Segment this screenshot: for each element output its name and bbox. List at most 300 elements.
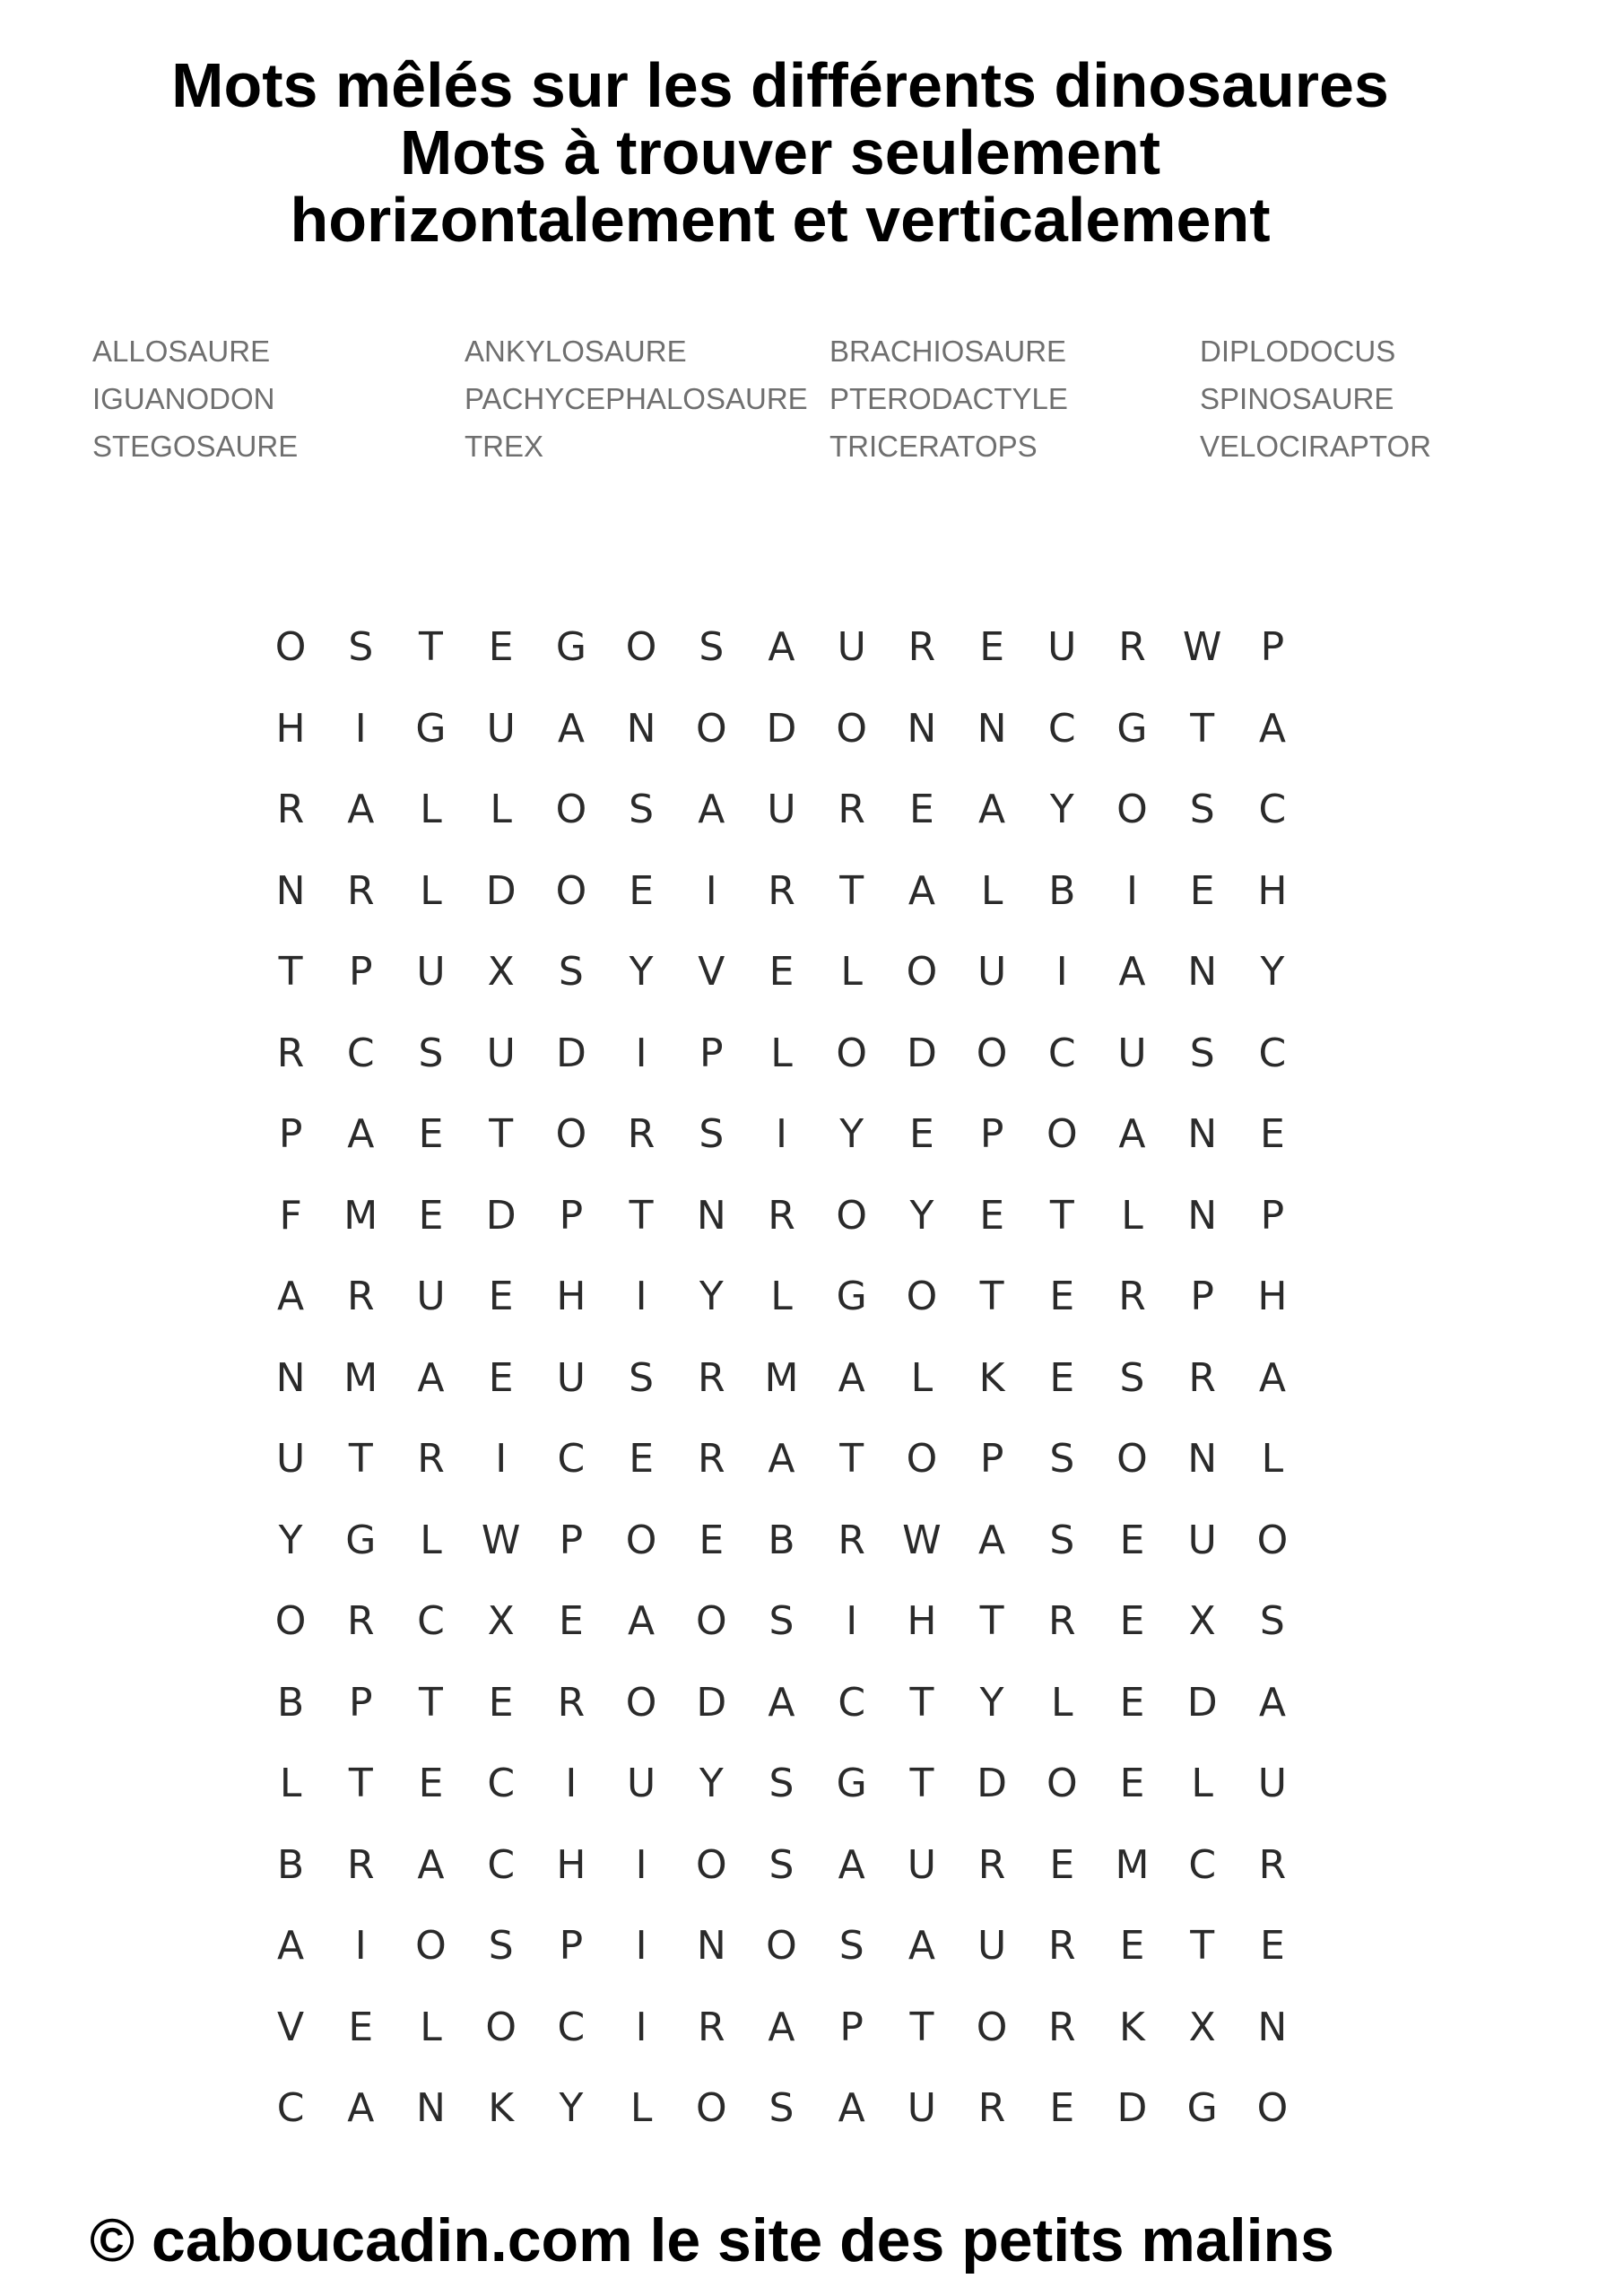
grid-letter[interactable]: A [1258, 705, 1286, 752]
grid-row [256, 621, 1332, 702]
grid-letter[interactable]: E [1119, 1923, 1145, 1969]
grid-letter[interactable]: L [420, 787, 442, 832]
grid-letter[interactable]: X [487, 949, 515, 995]
grid-letter[interactable]: G [836, 1761, 867, 1806]
grid-letter[interactable]: O [485, 2004, 517, 2050]
grid-letter[interactable]: R [1047, 2004, 1076, 2050]
page-title [0, 52, 1560, 254]
grid-letter[interactable]: R [697, 1354, 725, 1401]
grid-letter[interactable]: Y [699, 1274, 724, 1319]
grid-letter[interactable]: S [769, 1598, 795, 1644]
grid-letter[interactable]: L [279, 1761, 302, 1806]
grid-letter[interactable]: O [695, 1598, 727, 1644]
grid-letter[interactable]: O [555, 787, 587, 832]
grid-letter[interactable]: Y [278, 1517, 303, 1563]
grid-row [256, 1352, 1332, 1433]
grid-letter[interactable]: R [697, 1436, 725, 1482]
grid-letter[interactable]: C [1258, 1030, 1287, 1076]
grid-letter[interactable]: G [836, 1274, 867, 1319]
grid-letter[interactable]: L [980, 867, 1003, 914]
grid-letter[interactable]: W [902, 1517, 942, 1563]
grid-letter[interactable]: L [1121, 1192, 1143, 1239]
grid-letter[interactable]: R [908, 624, 936, 670]
grid-letter[interactable]: L [490, 787, 512, 832]
grid-letter[interactable]: I [1055, 949, 1068, 995]
grid-letter[interactable]: T [909, 2004, 934, 2050]
grid-letter[interactable]: E [418, 1761, 444, 1806]
grid-letter[interactable]: A [908, 1923, 935, 1969]
grid-letter[interactable]: M [343, 1192, 378, 1239]
grid-letter[interactable]: S [769, 2085, 795, 2131]
title-line-2: Mots à trouver seulement [400, 117, 1160, 187]
grid-letter[interactable]: T [1190, 1923, 1215, 1969]
grid-letter[interactable]: P [349, 1679, 373, 1726]
grid-letter[interactable]: O [976, 2004, 1008, 2050]
grid-letter[interactable]: T [348, 1436, 373, 1482]
grid-letter[interactable]: O [836, 705, 867, 752]
grid-letter[interactable]: S [488, 1923, 514, 1969]
grid-letter[interactable]: A [417, 1354, 445, 1401]
grid-letter[interactable]: A [277, 1923, 305, 1969]
grid-letter[interactable]: Y [629, 949, 654, 995]
grid-letter[interactable]: U [556, 1354, 586, 1401]
grid-letter[interactable]: E [1049, 1354, 1075, 1401]
grid-letter[interactable]: I [354, 705, 367, 752]
grid-letter[interactable]: E [348, 2004, 374, 2050]
grid-letter[interactable]: T [979, 1274, 1004, 1319]
grid-letter[interactable]: O [695, 705, 727, 752]
grid-row [256, 2082, 1332, 2163]
grid-letter[interactable]: C [557, 1436, 586, 1482]
grid-letter[interactable]: L [1261, 1436, 1284, 1482]
grid-letter[interactable]: P [1260, 624, 1285, 670]
grid-letter[interactable]: U [486, 1030, 516, 1076]
grid-letter[interactable]: E [1259, 1111, 1285, 1157]
grid-letter[interactable]: O [1256, 1517, 1289, 1563]
grid-letter[interactable]: T [1049, 1192, 1074, 1239]
grid-letter[interactable]: T [419, 1679, 443, 1726]
grid-letter[interactable]: S [1189, 1030, 1215, 1076]
grid-letter[interactable]: R [768, 867, 795, 914]
grid-letter[interactable]: R [346, 1274, 375, 1319]
grid-letter[interactable]: I [635, 1274, 647, 1319]
grid-letter[interactable]: N [1187, 1436, 1218, 1482]
letter-grid [256, 621, 1332, 2163]
grid-letter[interactable]: A [768, 1436, 795, 1482]
grid-letter[interactable]: P [1260, 1192, 1285, 1239]
grid-letter[interactable]: S [699, 1111, 725, 1157]
grid-letter[interactable]: O [695, 1841, 727, 1888]
grid-letter[interactable]: E [979, 624, 1004, 670]
grid-letter[interactable]: O [625, 624, 657, 670]
word-item: ALLOSAURE [92, 335, 271, 368]
grid-letter[interactable]: E [1259, 1923, 1285, 1969]
grid-letter[interactable]: I [635, 2004, 647, 2050]
grid-letter[interactable]: L [1051, 1679, 1073, 1726]
grid-letter[interactable]: R [1047, 1598, 1076, 1644]
grid-letter[interactable]: P [979, 1436, 1004, 1482]
grid-letter[interactable]: D [696, 1679, 727, 1726]
grid-letter[interactable]: M [1115, 1841, 1150, 1888]
grid-letter[interactable]: N [696, 1192, 726, 1239]
grid-letter[interactable]: U [626, 1761, 656, 1806]
grid-letter[interactable]: T [348, 1761, 373, 1806]
grid-letter[interactable]: S [1259, 1598, 1285, 1644]
grid-letter[interactable]: A [1118, 1111, 1146, 1157]
grid-letter[interactable]: C [1188, 1841, 1217, 1888]
grid-letter[interactable]: G [555, 624, 586, 670]
grid-row [256, 1757, 1332, 1839]
grid-letter[interactable]: L [630, 2085, 653, 2131]
grid-letter[interactable]: A [908, 867, 935, 914]
grid-letter[interactable]: T [278, 949, 303, 995]
grid-letter[interactable]: R [557, 1679, 586, 1726]
grid-letter[interactable]: P [349, 949, 373, 995]
grid-letter[interactable]: A [347, 1111, 375, 1157]
grid-letter[interactable]: O [836, 1030, 867, 1076]
grid-letter[interactable]: N [907, 705, 937, 752]
grid-letter[interactable]: C [417, 1598, 445, 1644]
grid-letter[interactable]: F [279, 1192, 302, 1239]
grid-letter[interactable]: S [629, 787, 655, 832]
grid-letter[interactable]: R [276, 787, 305, 832]
grid-letter[interactable]: N [416, 2085, 446, 2131]
grid-letter[interactable]: O [555, 1111, 587, 1157]
grid-letter[interactable]: T [979, 1598, 1004, 1644]
grid-letter[interactable]: E [488, 1679, 514, 1726]
grid-letter[interactable]: S [838, 1923, 864, 1969]
grid-letter[interactable]: C [838, 1679, 866, 1726]
grid-letter[interactable]: D [766, 705, 797, 752]
grid-letter[interactable]: R [627, 1111, 656, 1157]
grid-letter[interactable]: E [1049, 1274, 1075, 1319]
grid-letter[interactable]: C [276, 2085, 305, 2131]
grid-letter[interactable]: S [769, 1841, 795, 1888]
grid-letter[interactable]: H [556, 1841, 586, 1888]
grid-letter[interactable]: C [1047, 1030, 1076, 1076]
grid-letter[interactable]: A [1258, 1354, 1286, 1401]
grid-letter[interactable]: D [1186, 1679, 1218, 1726]
grid-letter[interactable]: L [1191, 1761, 1213, 1806]
grid-letter[interactable]: I [705, 867, 717, 914]
grid-letter[interactable]: X [1188, 2004, 1216, 2050]
grid-letter[interactable]: R [838, 1517, 865, 1563]
grid-letter[interactable]: B [277, 1679, 305, 1726]
grid-letter[interactable]: T [909, 1679, 934, 1726]
grid-letter[interactable]: E [418, 1111, 444, 1157]
grid-letter[interactable]: A [768, 1679, 795, 1726]
word-item: TRICERATOPS [829, 430, 1038, 463]
grid-letter[interactable]: U [907, 1841, 936, 1888]
grid-letter[interactable]: Y [699, 1761, 724, 1806]
grid-letter[interactable]: P [1190, 1274, 1214, 1319]
grid-letter[interactable]: C [1258, 787, 1287, 832]
grid-letter[interactable]: L [420, 867, 442, 914]
grid-letter[interactable]: O [274, 624, 307, 670]
grid-letter[interactable]: E [1119, 1761, 1145, 1806]
grid-letter[interactable]: R [1188, 1354, 1216, 1401]
grid-letter[interactable]: O [1046, 1761, 1078, 1806]
grid-letter[interactable]: D [485, 867, 517, 914]
grid-letter[interactable]: T [629, 1192, 654, 1239]
grid-letter[interactable]: L [840, 949, 863, 995]
grid-letter[interactable]: R [768, 1192, 795, 1239]
grid-letter[interactable]: T [909, 1761, 934, 1806]
grid-letter[interactable]: L [910, 1354, 934, 1401]
grid-letter[interactable]: E [1049, 2085, 1075, 2131]
grid-letter[interactable]: K [1119, 2004, 1145, 2050]
grid-letter[interactable]: I [635, 1923, 647, 1969]
grid-letter[interactable]: A [978, 1517, 1006, 1563]
grid-letter[interactable]: D [977, 1761, 1008, 1806]
grid-letter[interactable]: H [1257, 867, 1288, 914]
grid-letter[interactable]: L [770, 1030, 793, 1076]
grid-letter[interactable]: U [767, 787, 796, 832]
word-item: BRACHIOSAURE [829, 335, 1067, 368]
grid-letter[interactable]: E [1189, 867, 1215, 914]
grid-letter[interactable]: S [348, 624, 374, 670]
grid-letter[interactable]: W [1182, 624, 1222, 670]
grid-letter[interactable]: U [1047, 624, 1077, 670]
grid-letter[interactable]: I [495, 1436, 508, 1482]
grid-letter[interactable]: E [629, 1436, 654, 1482]
grid-letter[interactable]: I [565, 1761, 578, 1806]
grid-letter[interactable]: D [906, 1030, 937, 1076]
grid-row [256, 1432, 1332, 1514]
grid-letter[interactable]: I [1125, 867, 1138, 914]
grid-letter[interactable]: I [635, 1841, 647, 1888]
grid-letter[interactable]: R [346, 1841, 375, 1888]
grid-letter[interactable]: U [1117, 1030, 1147, 1076]
grid-letter[interactable]: O [906, 1436, 938, 1482]
grid-letter[interactable]: D [485, 1192, 517, 1239]
grid-letter[interactable]: U [416, 949, 446, 995]
grid-letter[interactable]: N [1187, 1192, 1218, 1239]
grid-letter[interactable]: E [1119, 1679, 1145, 1726]
grid-letter[interactable]: Y [1049, 787, 1074, 832]
grid-letter[interactable]: C [346, 1030, 375, 1076]
grid-letter[interactable]: P [559, 1192, 584, 1239]
grid-letter[interactable]: O [976, 1030, 1008, 1076]
grid-letter[interactable]: P [559, 1923, 584, 1969]
grid-letter[interactable]: U [275, 1436, 306, 1482]
grid-letter[interactable]: P [278, 1111, 303, 1157]
grid-letter[interactable]: P [979, 1111, 1004, 1157]
grid-letter[interactable]: I [775, 1111, 787, 1157]
grid-letter[interactable]: W [481, 1517, 521, 1563]
grid-letter[interactable]: O [695, 2085, 727, 2131]
grid-letter[interactable]: E [488, 1274, 514, 1319]
grid-letter[interactable]: Y [839, 1111, 864, 1157]
grid-letter[interactable]: R [417, 1436, 445, 1482]
grid-letter[interactable]: P [699, 1030, 724, 1076]
grid-letter[interactable]: Y [909, 1192, 934, 1239]
grid-letter[interactable]: U [1187, 1517, 1217, 1563]
grid-letter[interactable]: T [419, 624, 443, 670]
grid-letter[interactable]: R [346, 867, 375, 914]
grid-letter[interactable]: O [415, 1923, 447, 1969]
grid-letter[interactable]: B [1048, 867, 1076, 914]
grid-letter[interactable]: H [275, 705, 306, 752]
grid-letter[interactable]: E [769, 949, 795, 995]
grid-letter[interactable]: A [698, 787, 725, 832]
grid-letter[interactable]: R [276, 1030, 305, 1076]
grid-letter[interactable]: A [277, 1274, 305, 1319]
grid-letter[interactable]: E [418, 1192, 444, 1239]
grid-letter[interactable]: A [628, 1598, 656, 1644]
grid-letter[interactable]: D [1116, 2085, 1148, 2131]
grid-row [256, 1839, 1332, 1920]
grid-letter[interactable]: K [978, 1354, 1005, 1401]
grid-letter[interactable]: O [1116, 787, 1148, 832]
grid-letter[interactable]: S [418, 1030, 444, 1076]
grid-letter[interactable]: R [977, 2085, 1006, 2131]
grid-letter[interactable]: N [696, 1923, 726, 1969]
grid-letter[interactable]: H [1257, 1274, 1288, 1319]
grid-letter[interactable]: O [555, 867, 587, 914]
grid-letter[interactable]: A [347, 787, 375, 832]
grid-letter[interactable]: N [275, 1354, 306, 1401]
grid-letter[interactable]: G [1186, 2085, 1218, 2131]
grid-letter[interactable]: R [977, 1841, 1006, 1888]
grid-letter[interactable]: A [768, 2004, 795, 2050]
grid-letter[interactable]: S [1049, 1436, 1075, 1482]
grid-letter[interactable]: A [838, 1354, 865, 1401]
grid-letter[interactable]: A [1118, 949, 1146, 995]
grid-letter[interactable]: S [558, 949, 584, 995]
grid-letter[interactable]: E [629, 867, 654, 914]
grid-letter[interactable]: A [978, 787, 1006, 832]
grid-letter[interactable]: P [559, 1517, 584, 1563]
grid-letter[interactable]: O [1256, 2085, 1289, 2131]
grid-letter[interactable]: E [558, 1598, 584, 1644]
grid-letter[interactable]: N [1257, 2004, 1288, 2050]
grid-letter[interactable]: R [1118, 1274, 1146, 1319]
grid-letter[interactable]: A [347, 2085, 375, 2131]
grid-letter[interactable]: S [1189, 787, 1215, 832]
grid-letter[interactable]: S [1119, 1354, 1145, 1401]
grid-letter[interactable]: L [770, 1274, 793, 1319]
grid-letter[interactable]: E [1049, 1841, 1075, 1888]
grid-letter[interactable]: O [274, 1598, 307, 1644]
grid-letter[interactable]: E [699, 1517, 725, 1563]
grid-letter[interactable]: U [837, 624, 866, 670]
grid-letter[interactable]: T [1190, 705, 1215, 752]
grid-letter[interactable]: G [1116, 705, 1148, 752]
grid-letter[interactable]: A [1258, 1679, 1286, 1726]
grid-letter[interactable]: E [1119, 1517, 1145, 1563]
grid-letter[interactable]: O [766, 1923, 797, 1969]
grid-letter[interactable]: G [415, 705, 447, 752]
grid-letter[interactable]: B [768, 1517, 795, 1563]
grid-letter[interactable]: I [635, 1030, 647, 1076]
grid-letter[interactable]: E [488, 624, 514, 670]
grid-letter[interactable]: U [416, 1274, 446, 1319]
grid-letter[interactable]: G [345, 1517, 377, 1563]
grid-letter[interactable]: Y [979, 1679, 1004, 1726]
grid-letter[interactable]: X [1188, 1598, 1216, 1644]
grid-letter[interactable]: R [1047, 1923, 1076, 1969]
grid-letter[interactable]: C [487, 1761, 516, 1806]
grid-letter[interactable]: U [977, 1923, 1007, 1969]
grid-letter[interactable]: E [979, 1192, 1004, 1239]
grid-letter[interactable]: L [420, 1517, 442, 1563]
grid-letter[interactable]: O [906, 949, 938, 995]
grid-letter[interactable]: E [908, 1111, 934, 1157]
grid-letter[interactable]: N [1187, 949, 1218, 995]
grid-letter[interactable]: K [488, 2085, 515, 2131]
grid-letter[interactable]: I [354, 1923, 367, 1969]
grid-letter[interactable]: H [907, 1598, 937, 1644]
grid-letter[interactable]: S [1049, 1517, 1075, 1563]
grid-letter[interactable]: U [907, 2085, 936, 2131]
grid-letter[interactable]: I [846, 1598, 858, 1644]
grid-letter[interactable]: O [625, 1517, 657, 1563]
grid-letter[interactable]: T [839, 867, 864, 914]
grid-letter[interactable]: O [1046, 1111, 1078, 1157]
grid-letter[interactable]: M [764, 1354, 799, 1401]
grid-letter[interactable]: V [698, 949, 725, 995]
grid-letter[interactable]: M [343, 1354, 378, 1401]
grid-letter[interactable]: N [275, 867, 306, 914]
grid-letter[interactable]: L [420, 2004, 442, 2050]
grid-letter[interactable]: A [768, 624, 795, 670]
grid-letter[interactable]: Y [559, 2085, 584, 2131]
grid-letter[interactable]: B [277, 1841, 305, 1888]
grid-letter[interactable]: V [277, 2004, 305, 2050]
word-item: STEGOSAURE [92, 430, 299, 463]
word-item: ANKYLOSAURE [465, 335, 687, 368]
grid-letter[interactable]: U [486, 705, 516, 752]
grid-letter[interactable]: R [697, 2004, 725, 2050]
grid-letter[interactable]: S [769, 1761, 795, 1806]
grid-letter[interactable]: C [487, 1841, 516, 1888]
grid-letter[interactable]: N [1187, 1111, 1218, 1157]
grid-letter[interactable]: P [839, 2004, 864, 2050]
grid-row [256, 1189, 1332, 1271]
grid-letter[interactable]: O [1116, 1436, 1148, 1482]
grid-letter[interactable]: T [839, 1436, 864, 1482]
grid-letter[interactable]: X [487, 1598, 515, 1644]
grid-letter[interactable]: A [417, 1841, 445, 1888]
grid-letter[interactable]: O [625, 1679, 657, 1726]
grid-letter[interactable]: N [977, 705, 1007, 752]
grid-letter[interactable]: E [488, 1354, 514, 1401]
grid-letter[interactable]: A [838, 1841, 865, 1888]
grid-letter[interactable]: A [557, 705, 585, 752]
grid-letter[interactable]: O [906, 1274, 938, 1319]
grid-letter[interactable]: D [555, 1030, 586, 1076]
grid-letter[interactable]: S [629, 1354, 655, 1401]
grid-letter[interactable]: A [838, 2085, 865, 2131]
grid-letter[interactable]: T [489, 1111, 514, 1157]
grid-letter[interactable]: U [1257, 1761, 1287, 1806]
grid-letter[interactable]: S [699, 624, 725, 670]
grid-letter[interactable]: C [1047, 705, 1076, 752]
grid-letter[interactable]: H [556, 1274, 586, 1319]
grid-letter[interactable]: O [836, 1192, 867, 1239]
grid-letter[interactable]: R [346, 1598, 375, 1644]
grid-letter[interactable]: E [908, 787, 934, 832]
grid-letter[interactable]: U [977, 949, 1007, 995]
grid-letter[interactable]: C [557, 2004, 586, 2050]
grid-letter[interactable]: R [838, 787, 865, 832]
grid-letter[interactable]: R [1258, 1841, 1287, 1888]
grid-letter[interactable]: E [1119, 1598, 1145, 1644]
grid-letter[interactable]: R [1118, 624, 1146, 670]
grid-letter[interactable]: N [626, 705, 656, 752]
grid-letter[interactable]: Y [1260, 949, 1285, 995]
